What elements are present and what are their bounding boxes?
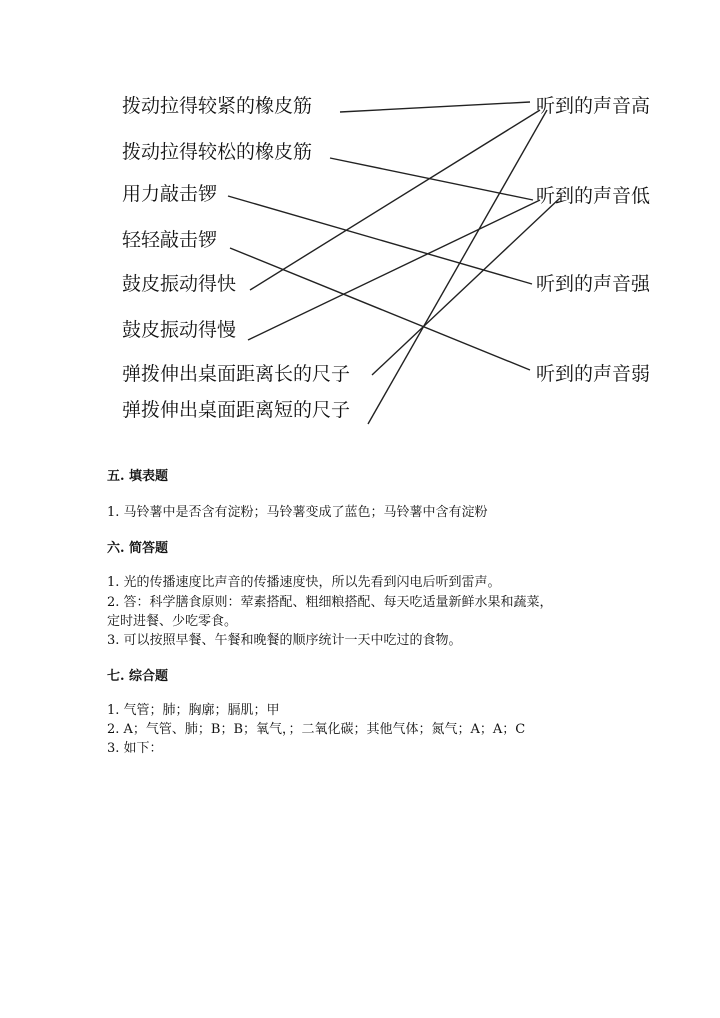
line-soft-gong-weak: [230, 248, 530, 370]
line-loose-band-low: [330, 158, 533, 200]
left-item-tight-band: 拨动拉得较紧的橡皮筋: [122, 95, 313, 117]
left-item-drum-slow: 鼓皮振动得慢: [122, 319, 237, 341]
line-drum-slow-low: [248, 200, 540, 340]
left-item-drum-fast: 鼓皮振动得快: [122, 273, 237, 295]
line-tight-band-high: [340, 102, 530, 112]
right-item-weak: 听到的声音弱: [536, 363, 651, 385]
section-title-short-answer: 六. 简答题: [107, 541, 169, 556]
left-item-long-ruler: 弹拨伸出桌面距离长的尺子: [122, 363, 351, 385]
left-item-loose-band: 拨动拉得较松的橡皮筋: [122, 141, 313, 163]
left-item-short-ruler: 弹拨伸出桌面距离短的尺子: [122, 399, 351, 421]
answer-line: 2. 答：科学膳食原则：荤素搭配、粗细粮搭配、每天吃适量新鲜水果和蔬菜，: [107, 595, 553, 610]
answer-line: 1. 光的传播速度比声音的传播速度快，所以先看到闪电后听到雷声。: [107, 575, 501, 590]
section-title-fill-table: 五. 填表题: [107, 469, 169, 484]
answer-line: 1. 马铃薯中是否含有淀粉；马铃薯变成了蓝色；马铃薯中含有淀粉: [107, 505, 488, 520]
line-short-ruler-high: [368, 110, 547, 424]
line-long-ruler-low: [372, 198, 560, 375]
answer-line: 定时进餐、少吃零食。: [107, 614, 238, 629]
answer-line: 3. 如下：: [107, 741, 163, 756]
left-item-soft-gong: 轻轻敲击锣: [122, 229, 218, 251]
right-item-low: 听到的声音低: [536, 185, 651, 207]
right-item-high: 听到的声音高: [536, 95, 651, 117]
answer-line: 2. A；气管、肺；B；B；氧气，；二氧化碳；其他气体；氮气；A；A；C: [107, 722, 526, 737]
right-item-strong: 听到的声音强: [536, 273, 651, 295]
matching-figure: [0, 0, 720, 440]
answer-line: 3. 可以按照早餐、午餐和晚餐的顺序统计一天中吃过的食物。: [107, 633, 462, 648]
left-item-hard-gong: 用力敲击锣: [122, 183, 218, 205]
answer-line: 1. 气管；肺；胸廓；膈肌；甲: [107, 703, 280, 718]
section-title-comprehensive: 七. 综合题: [107, 669, 169, 684]
